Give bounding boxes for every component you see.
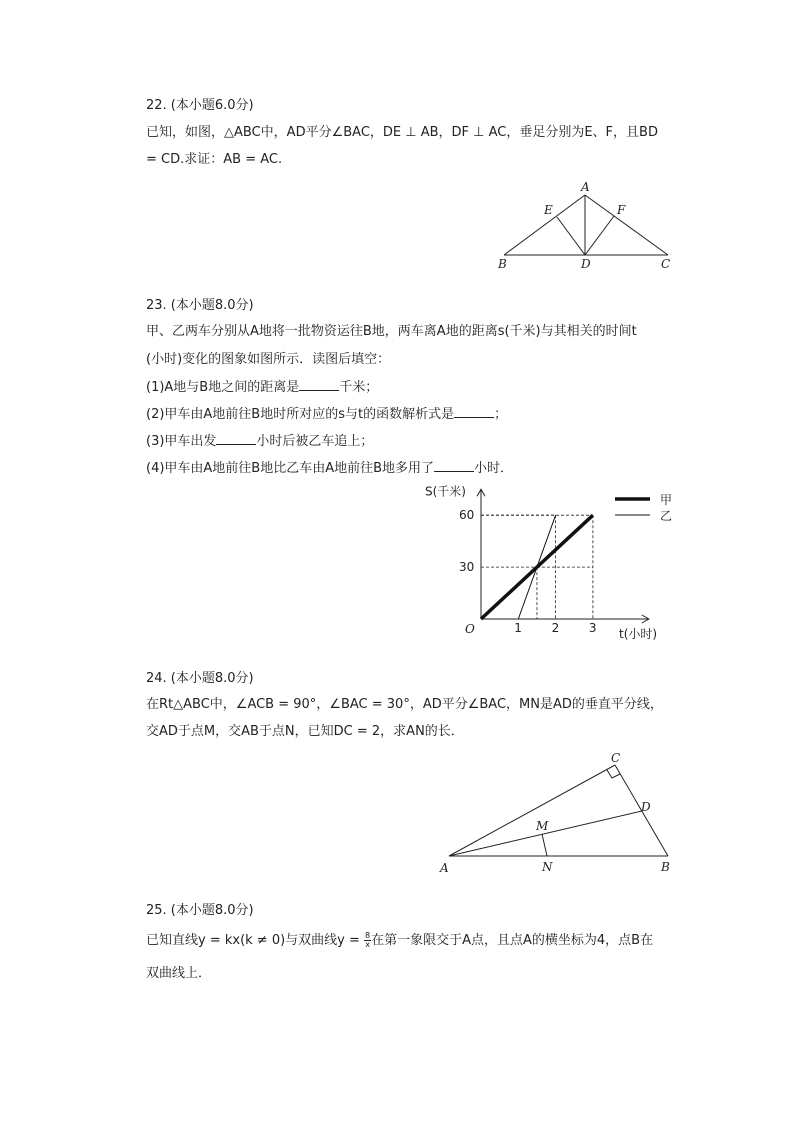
q23-line1: 甲、乙两车分别从A地将一批物资运往B地，两车离A地的距离s(千米)与其相关的时间t	[146, 324, 637, 339]
origin-label: O	[465, 622, 475, 636]
q22-triangle-figure	[490, 176, 680, 272]
q22-line1	[146, 124, 658, 142]
q24-line2: 交AD于点M，交AB于点N，已知DC = 2，求AN的长．	[146, 724, 464, 739]
q22-line1-math: △ABC中，AD平分∠BAC，DE ⊥ AB，DF ⊥ AC，垂足分别为E、F，且BD	[224, 125, 658, 140]
answer-blank[interactable]	[434, 459, 474, 472]
y-tick-label: 30	[459, 560, 475, 575]
answer-blank[interactable]	[454, 405, 494, 418]
q23-item2	[146, 405, 507, 424]
x-tick-label: 3	[588, 621, 597, 635]
q23-item3	[146, 432, 373, 451]
q23-item4-text: (4)甲车由A地前往B地比乙车由A地前往B地多用了	[146, 461, 435, 476]
q24-header: 24. (本小题8.0分)	[146, 671, 254, 686]
q23-item4	[146, 459, 513, 478]
q22-label-a: A	[581, 180, 590, 194]
q23-item4-suffix: 小时．	[474, 461, 514, 476]
q24-label-m: M	[536, 819, 549, 833]
legend-label-乙: 乙	[660, 509, 673, 523]
legend-label-甲: 甲	[660, 493, 673, 507]
q22-label-d: D	[581, 257, 591, 271]
q24-triangle-figure	[432, 748, 682, 878]
answer-blank[interactable]	[216, 432, 256, 445]
chart-legend	[615, 493, 672, 523]
q24-label-c: C	[611, 751, 621, 765]
q23-line2: (小时)变化的图象如图所示．读图后填空：	[146, 352, 391, 367]
chart-axes	[477, 489, 649, 623]
q22-label-f: F	[617, 203, 626, 217]
q22-line2: = CD.求证：AB = AC.	[146, 152, 283, 167]
q23-item2-suffix: ；	[494, 407, 508, 422]
q23-item1	[146, 378, 378, 397]
q24-line1: 在Rt△ABC中，∠ACB = 90°，∠BAC = 30°，AD平分∠BAC，MN是AD的垂直平分线，	[146, 697, 663, 712]
q22-label-e: E	[544, 203, 553, 217]
q24-label-d: D	[641, 800, 651, 814]
q24-label-n: N	[542, 860, 553, 874]
answer-blank[interactable]	[299, 378, 339, 391]
q23-header: 23. (本小题8.0分)	[146, 298, 254, 313]
q24-label-a: A	[440, 861, 449, 875]
q22-header: 22. (本小题6.0分)	[146, 98, 254, 113]
y-axis-label: S(千米)	[425, 484, 466, 499]
q25-line1-text: 已知直线y = kx(k ≠ 0)与双曲线y =	[146, 933, 365, 948]
x-tick-label: 2	[551, 621, 560, 635]
x-tick-label: 1	[514, 621, 522, 635]
q22-label-b: B	[498, 257, 507, 271]
fraction-numerator: 8	[365, 931, 371, 940]
fraction-denominator: x	[365, 940, 370, 949]
q23-item1-text: (1)A地与B地之间的距离是	[146, 380, 300, 395]
q23-item1-suffix: 千米；	[339, 380, 379, 395]
q23-distance-time-chart	[410, 480, 680, 648]
x-axis-label: t(小时)	[619, 627, 658, 641]
q23-item3-suffix: 小时后被乙车追上；	[256, 434, 374, 449]
q23-item2-text: (2)甲车由A地前往B地时所对应的s与t的函数解析式是	[146, 407, 455, 422]
q22-line1-pre: 已知，如图，	[146, 125, 225, 140]
q25-header: 25. (本小题8.0分)	[146, 903, 254, 918]
q25-line1	[146, 932, 653, 950]
q24-label-b: B	[661, 860, 670, 874]
q25-line1-suffix: 在第一象限交于A点，且点A的横坐标为4，点B在	[371, 933, 654, 948]
y-tick-label: 60	[459, 508, 475, 523]
q22-label-c: C	[661, 257, 671, 271]
q23-item3-text: (3)甲车出发	[146, 434, 217, 449]
q25-line2: 双曲线上．	[146, 966, 212, 981]
